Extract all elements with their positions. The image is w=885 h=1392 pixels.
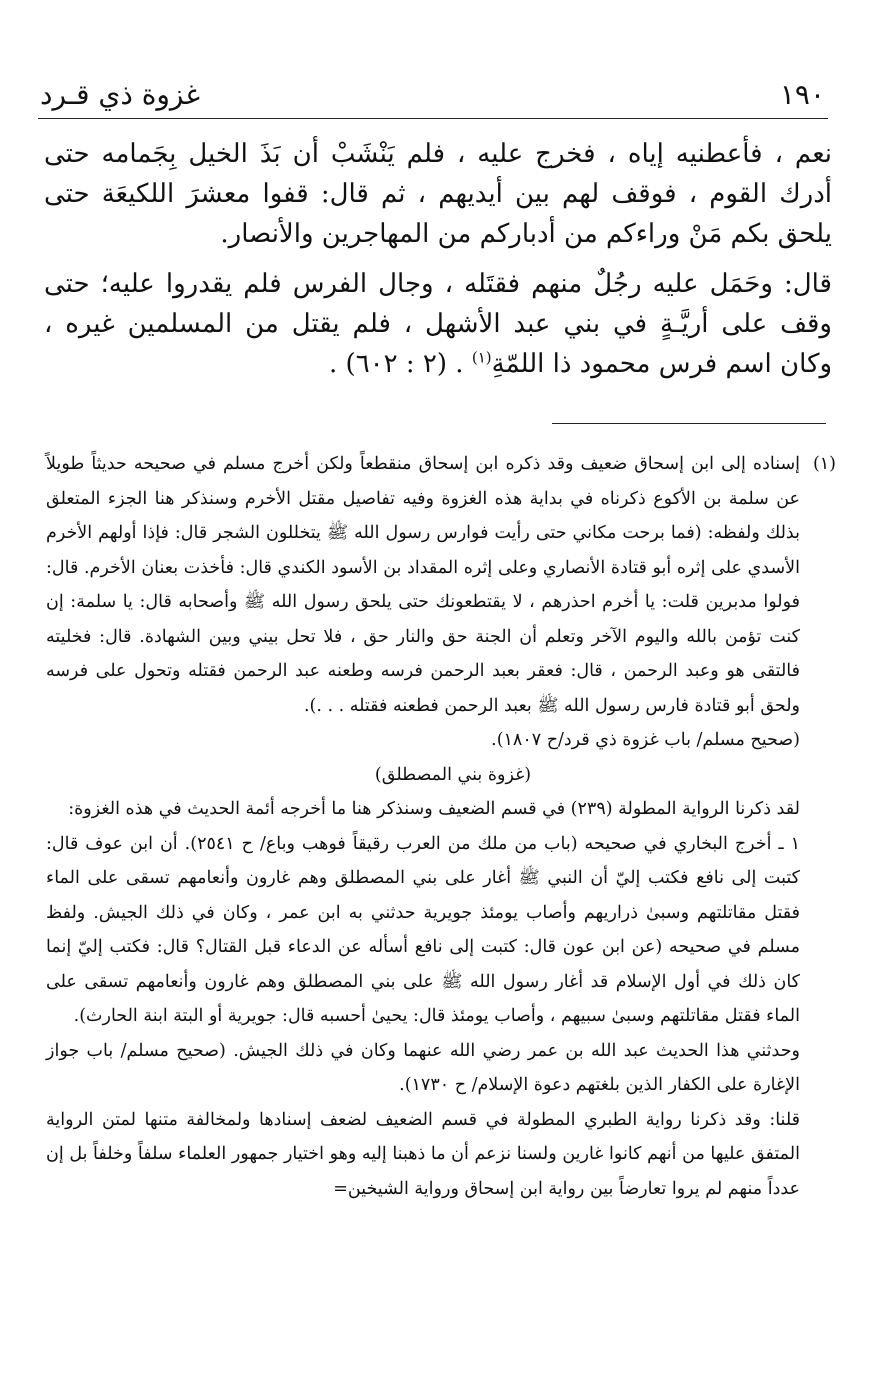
footnotes	[46, 447, 836, 1206]
page-number: ١٩٠	[779, 77, 825, 111]
footnote-text: لقد ذكرنا الرواية المطولة (٢٣٩) في قسم الضعيف وسنذكر هنا ما أخرجه أئمة الحديث في هذه الغزوة:	[68, 799, 800, 819]
citation: . (٢ : ٦٠٢) .	[329, 349, 464, 379]
footnote-text: قلنا: وقد ذكرنا رواية الطبري المطولة في قسم الضعيف لضعف إسنادها ولمخالفة متنها لمتن الرواية المتفق عليها من أنهم كانوا غارين ولسنا نزعم أن ما ذهبنا إليه وهو اختيار جمهور العلماء سلفاً وخلفاً بل إن عدداً منهم لم يروا تعارضاً بين رواية ابن إسحاق ورواية الشيخين=	[46, 1109, 800, 1199]
footnote-number: (١)	[812, 454, 836, 474]
footnote-marker[interactable]: (١)	[471, 348, 492, 367]
main-text	[44, 134, 832, 384]
main-paragraph-text: قال: وحَمَل عليه رجُلٌ منهم فقتَله ، وجال الفرس فلم يقدروا عليه؛ حتى وقف على أريَّـةٍ في بني عبد الأشهل ، فلم يقتل من المسلمين غيره ، وكان اسم فرس محمود ذا اللمّةِ	[44, 269, 832, 379]
chapter-title: غزوة ذي قـرد	[40, 77, 200, 111]
footnote-body	[46, 447, 800, 1206]
footnote-section-title: (غزوة بني المصطلق)	[374, 764, 532, 785]
page-header	[40, 72, 825, 116]
footnote-text: وحدثني هذا الحديث عبد الله بن عمر رضي الله عنهما وكان في ذلك الجيش. (صحيح مسلم/ باب جواز الإغارة على الكفار الذين بلغتهم دعوة الإسلام/ ح ١٧٣٠).	[46, 1040, 800, 1095]
main-paragraph	[44, 264, 832, 384]
footnote-source: (صحيح مسلم/ باب غزوة ذي قرد/ح ١٨٠٧).	[491, 730, 800, 750]
footnote-text: إسناده إلى ابن إسحاق ضعيف وقد ذكره ابن إسحاق منقطعاً ولكن أخرج مسلم في صحيحه حديثاً طويلاً عن سلمة بن الأكوع ذكرناه في بداية هذه الغزوة وفيه تفاصيل مقتل الأخرم وسنذكر هنا الجزء المتعلق بذلك ولفظه: (فما برحت مكاني حتى رأيت فوارس رسول الله ﷺ يتخللون الشجر قال: فإذا أولهم الأخرم الأسدي على إثره أبو قتادة الأنصاري وعلى إثره المقداد بن الأسود الكندي قال: فأخذت بعنان الأخرم. قال: فولوا مدبرين قلت: يا أخرم احذرهم ، لا يقتطعونك حتى يلحق رسول الله ﷺ وأصحابه قال: يا سلمة: إن كنت تؤمن بالله واليوم الآخر وتعلم أن الجنة حق والنار حق ، فلا تحل بيني وبين الشهادة. قال: فخليته فالتقى هو وعبد الرحمن ، قال: فعقر بعبد الرحمن فرسه وطعنه عبد الرحمن فقتله وتحول على فرسه ولحق أبو قتادة فارس رسول الله ﷺ بعبد الرحمن فطعنه فقتله . . .).	[46, 454, 801, 716]
footnote-rule	[552, 423, 826, 424]
footnote-text: ١ ـ أخرج البخاري في صحيحه (باب من ملك من العرب رقيقاً فوهب وباع/ ح ٢٥٤١). أن ابن عوف قال: كتبت إلى نافع فكتب إليّ أن النبي ﷺ أغار على بني المصطلق وهم غارون وأنعامهم تسقى على الماء فقتل مقاتلتهم وسبىٰ ذراريهم وأصاب يومئذ جويرية حدثني به ابن عمر ، وكان في ذلك الجيش. ولفظ مسلم في صحيحه (عن ابن عون قال: كتبت إلى نافع أسأله عن الدعاء قبل القتال؟ قال: فكتب إليّ إنما كان ذلك في أول الإسلام قد أغار رسول الله ﷺ على بني المصطلق وهم غارون وأنعامهم تسقى على الماء فقتل مقاتلتهم وسبىٰ سبيهم ، وأصاب يومئذ قال: يحيىٰ أحسبه قال: جويرية أو البتة ابنة الحارث).	[46, 833, 800, 1026]
main-paragraph: نعم ، فأعطنيه إياه ، فخرج عليه ، فلم يَنْشَبْ أن بَذَ الخيل بِجَمامه حتى أدرك القوم ، فوقف لهم بين أيديهم ، ثم قال: قفوا معشرَ اللكيعَة حتى يلحق بكم مَنْ وراءكم من أدباركم من المهاجرين والأنصار.	[44, 139, 832, 249]
header-rule	[38, 118, 828, 119]
footnote	[46, 447, 836, 1206]
